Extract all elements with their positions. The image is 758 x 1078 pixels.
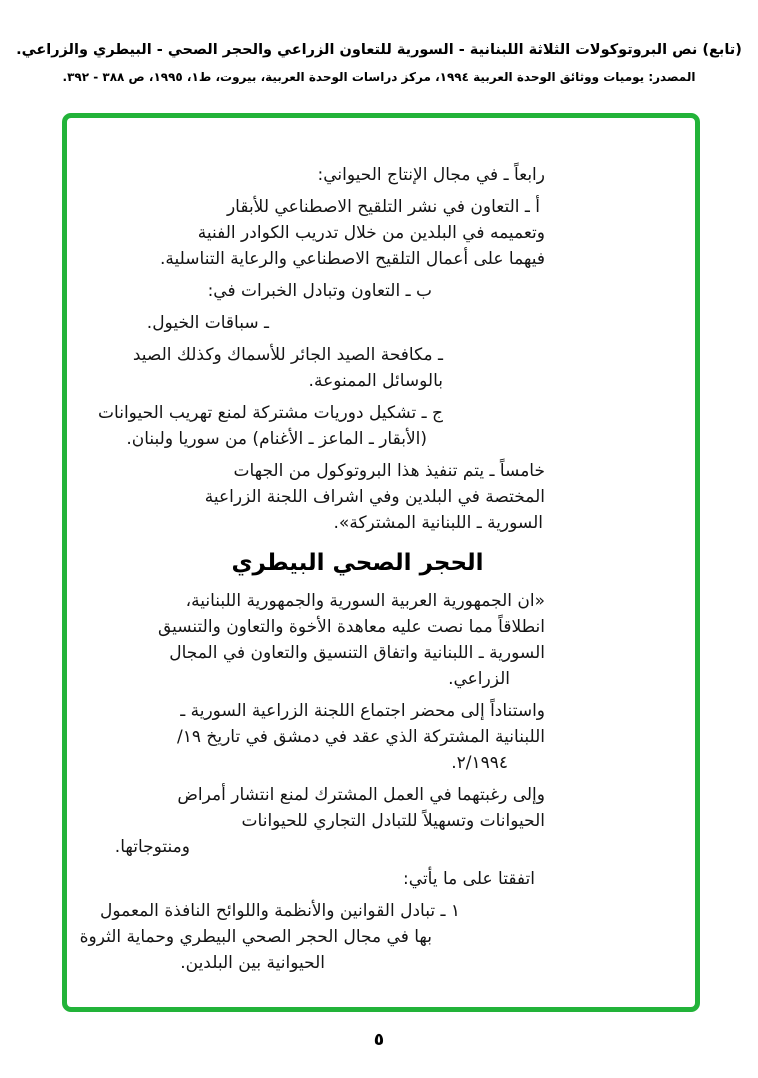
paragraph [170, 458, 545, 536]
body-line: الحيوانية بين البلدين. [180, 953, 325, 973]
paragraph [114, 782, 545, 860]
paragraph [170, 278, 545, 304]
header-source: المصدر: يوميات ووثائق الوحدة العربية ١٩٩٤، مركز دراسات الوحدة العربية، بيروت، ط١، ١٩٩٥، ص ٣٨٨ - ٣٩٢. [62, 70, 696, 84]
body-line: السورية ـ اللبنانية المشتركة». [333, 513, 543, 533]
body-line: فيهما على أعمال التلقيح الاصطناعي والرعاية التناسلية. [160, 249, 545, 269]
body-text [79, 162, 545, 976]
body-line: الزراعي. [448, 669, 510, 689]
body-line: ١ ـ تبادل القوانين والأنظمة واللوائح النافذة المعمول [100, 901, 460, 921]
body-line: ـ مكافحة الصيد الجائر للأسماك وكذلك الصيد [132, 345, 443, 365]
body-line: بها في مجال الحجر الصحي البيطري وحماية الثروة [79, 927, 432, 947]
paragraph [170, 698, 545, 776]
body-line: انطلاقاً مما نصت عليه معاهدة الأخوة والتعاون والتنسيق [157, 617, 545, 637]
body-line: اللبنانية المشتركة الذي عقد في دمشق في تاريخ ١٩/ [176, 727, 545, 747]
body-line: ج ـ تشكيل دوريات مشتركة لمنع تهريب الحيوانات [98, 403, 443, 423]
body-line: خامساً ـ يتم تنفيذ هذا البروتوكول من الجهات [233, 461, 545, 481]
paragraph [98, 400, 545, 452]
body-line: أ ـ التعاون في نشر التلقيح الاصطناعي للأبقار [226, 197, 540, 217]
body-line: واستناداً إلى محضر اجتماع اللجنة الزراعية السورية ـ [180, 701, 545, 721]
paragraph [170, 866, 545, 892]
section-heading: الحجر الصحي البيطري [231, 550, 484, 576]
paragraph [157, 588, 545, 692]
body-line: اتفقتا على ما يأتي: [403, 869, 535, 889]
paragraph [170, 162, 545, 188]
page-number: ٥ [373, 1030, 385, 1050]
body-line: رابعاً ـ في مجال الإنتاج الحيواني: [317, 165, 545, 185]
body-line: ب ـ التعاون وتبادل الخبرات في: [207, 281, 432, 301]
body-line: الحيوانات وتسهيلاً للتبادل التجاري للحيوانات [241, 811, 545, 831]
content-frame [62, 113, 700, 1012]
paragraph [79, 898, 545, 976]
body-line: ٢/١٩٩٤. [451, 753, 508, 773]
body-line: بالوسائل الممنوعة. [308, 371, 443, 391]
paragraph [146, 310, 545, 336]
header-title: (تابع) نص البروتوكولات الثلاثة اللبنانية - السورية للتعاون الزراعي والحجر الصحي - البيطري والزراعي. [16, 42, 742, 58]
body-line: ـ سباقات الخيول. [146, 313, 269, 333]
body-line: (الأبقار ـ الماعز ـ الأغنام) من سوريا ولبنان. [126, 429, 427, 449]
paragraph [132, 342, 545, 394]
body-line: وإلى رغبتهما في العمل المشترك لمنع انتشار أمراض [177, 785, 545, 805]
body-line: المختصة في البلدين وفي اشراف اللجنة الزراعية [204, 487, 545, 507]
page-header [0, 40, 758, 85]
body-line: السورية ـ اللبنانية واتفاق التنسيق والتعاون في المجال [169, 643, 545, 663]
paragraph [160, 194, 545, 272]
body-line: ومنتوجاتها. [114, 837, 190, 857]
body-line: «ان الجمهورية العربية السورية والجمهورية اللبنانية، [185, 591, 545, 611]
body-line: وتعميمه في البلدين من خلال تدريب الكوادر الفنية [197, 223, 545, 243]
